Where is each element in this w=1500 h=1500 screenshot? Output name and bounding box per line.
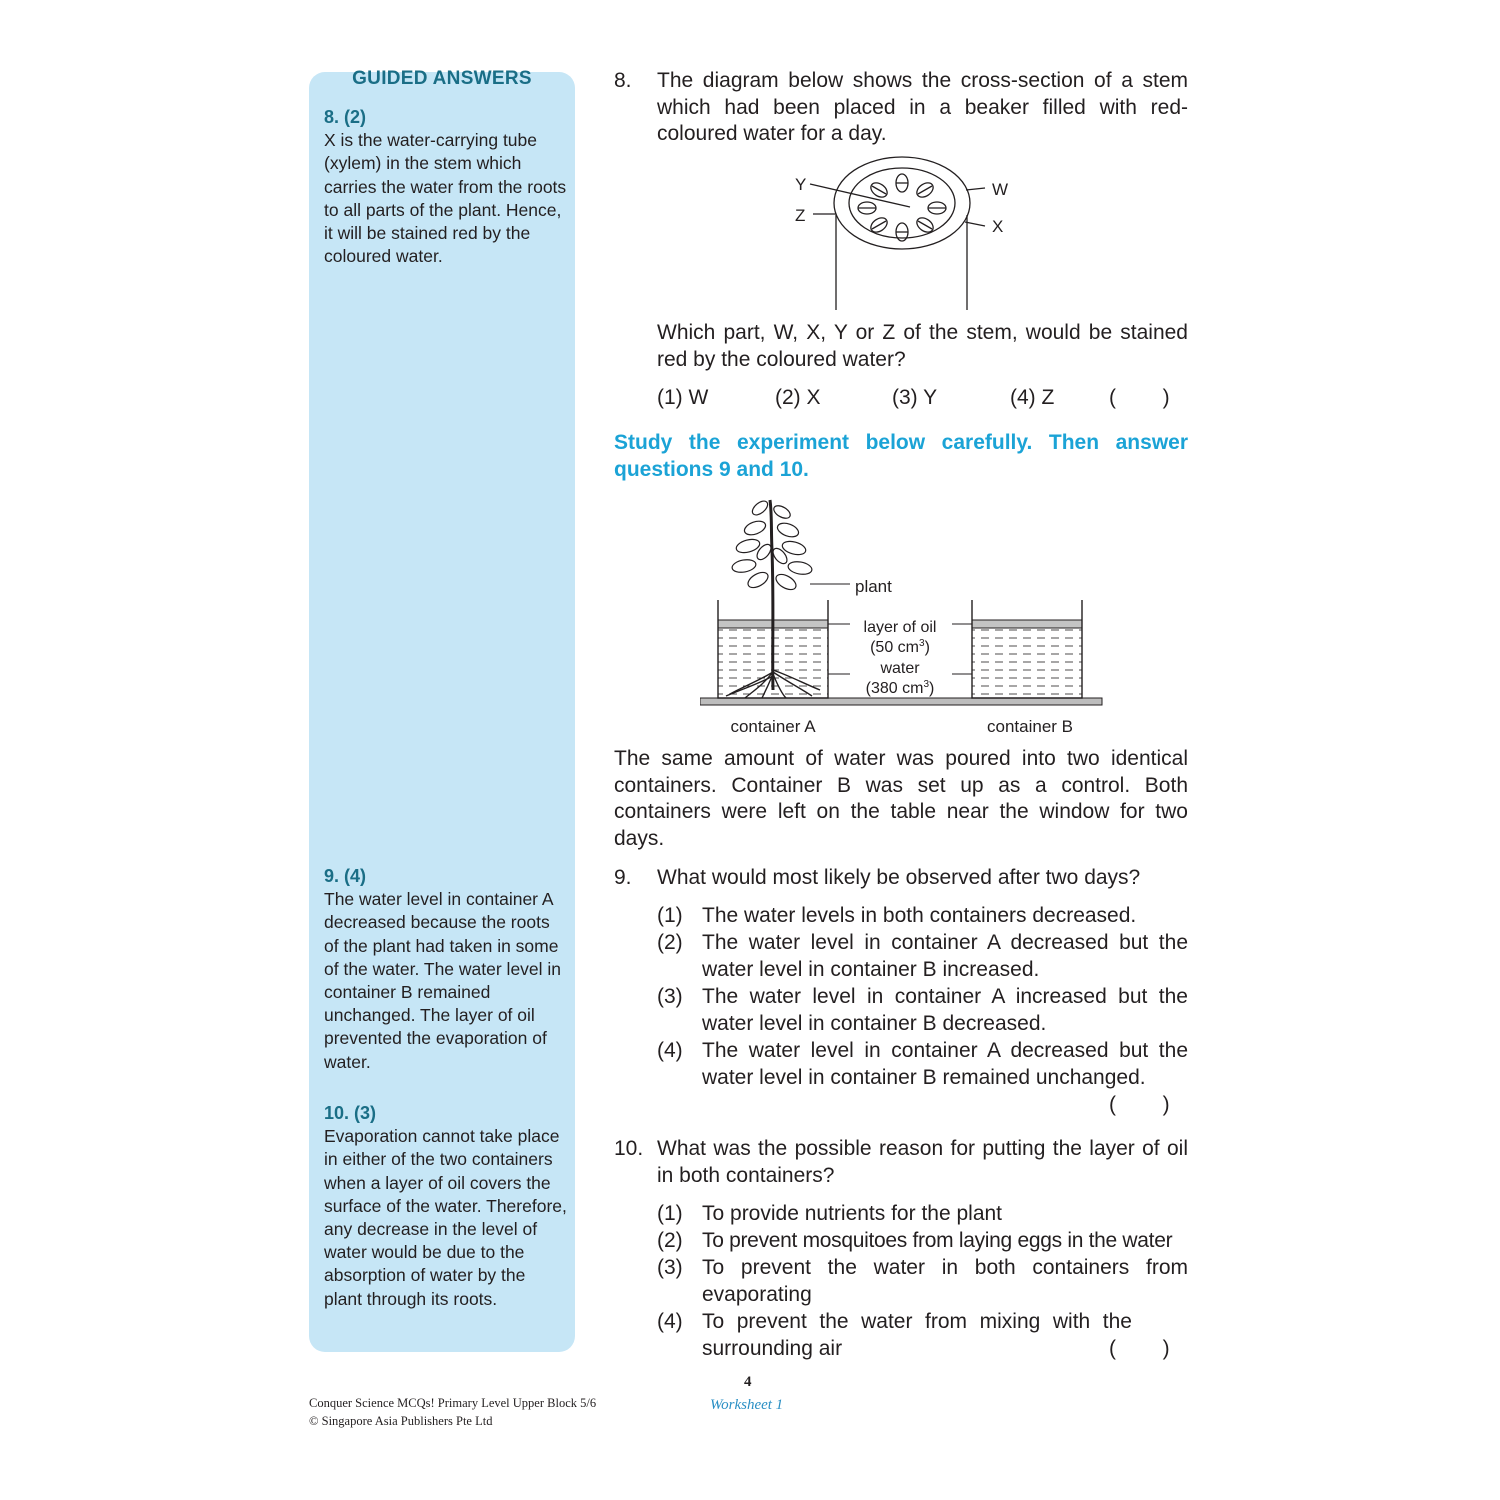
question-8-options (657, 385, 1188, 412)
option-text: The water level in container A increased but the water level in container B decreased. (702, 985, 1188, 1035)
worksheet-label: Worksheet 1 (710, 1397, 784, 1413)
label-w: W (992, 180, 1009, 199)
question-10-text: What was the possible reason for putting the layer of oil in both containers? (657, 1137, 1188, 1187)
label-y: Y (795, 175, 807, 194)
guided-answers-title: GUIDED ANSWERS (352, 68, 532, 89)
oil-volume: (50 $cm^3$) (870, 638, 930, 656)
q9-answer-bracket: ( ) (1109, 1093, 1170, 1116)
option-number: (4) (657, 1310, 683, 1333)
option-1: (1) W (657, 386, 709, 409)
option-3: (3) Y (892, 386, 938, 409)
option-number: (3) (657, 985, 683, 1008)
option-text: To prevent the water from mixing with the surrounding air (702, 1310, 1132, 1360)
plant-label: plant (855, 577, 892, 596)
q10-answer-bracket: ( ) (1109, 1337, 1170, 1360)
experiment-description: The same amount of water was poured into two identical containers. Container B was set up as a control. Both containers were left on the table near the window for two days. (614, 747, 1188, 850)
instruction-text: Study the experiment below carefully. Then answer questions 9 and 10. (614, 431, 1188, 481)
question-8-number: 8. (614, 69, 632, 92)
label-x: X (992, 217, 1004, 236)
question-9-text: What would most likely be observed after two days? (657, 866, 1141, 889)
water-label: water (880, 660, 920, 677)
option-number: (1) (657, 1202, 683, 1225)
option-number: (2) (657, 931, 683, 954)
answer-9 (324, 865, 568, 1074)
answer-text: Evaporation cannot take place in either of the two containers when a layer of oil covers the surface of the water. Therefore, any decrease in the level of water would be due to the absorption of water by the plant through its roots. (324, 1126, 567, 1309)
answer-heading: 10. (3) (324, 1103, 377, 1123)
option-number: (2) (657, 1229, 683, 1252)
footer-book-title: Conquer Science MCQs! Primary Level Upper Block 5/6 (309, 1396, 597, 1410)
experiment-diagram (700, 490, 1110, 740)
answer-heading: 9. (4) (324, 866, 367, 886)
option-4: (4) Z (1010, 386, 1055, 409)
q10-option-1 (657, 1201, 1188, 1228)
question-9-number: 9. (614, 866, 632, 889)
option-text: The water level in container A decreased but the water level in container B increased. (702, 931, 1188, 981)
option-text: To prevent mosquitoes from laying eggs in the water (702, 1229, 1173, 1252)
question-8-text: The diagram below shows the cross-section of a stem which had been placed in a beaker filled with red-coloured water for a day. (657, 69, 1188, 145)
answer-bracket: ( ) (1109, 386, 1170, 409)
option-text: To prevent the water in both containers from evaporating (702, 1256, 1188, 1306)
q9-option-4 (657, 1038, 1188, 1092)
question-10-number: 10. (614, 1137, 644, 1160)
q9-option-1 (657, 903, 1188, 930)
answer-text: The water level in container A decreased because the roots of the plant had taken in some of the water. The water level in container B remained unchanged. The layer of oil prevented the evaporation of water. (324, 889, 562, 1072)
footer-copyright: © Singapore Asia Publishers Pte Ltd (309, 1414, 493, 1428)
answer-heading: 8. (2) (324, 107, 367, 127)
stem-cross-section-diagram (780, 150, 1040, 315)
q9-option-2 (657, 930, 1188, 984)
option-number: (4) (657, 1039, 683, 1062)
answer-text: X is the water-carrying tube (xylem) in the stem which carries the water from the roots to all parts of the plant. Hence, it will be stained red by the coloured water. (324, 130, 567, 267)
q10-option-2 (657, 1228, 1188, 1255)
option-text: The water levels in both containers decreased. (702, 904, 1137, 927)
page-number: 4 (744, 1374, 752, 1390)
label-z: Z (795, 206, 806, 225)
oil-label: layer of oil (863, 619, 937, 636)
q10-option-3 (657, 1255, 1188, 1309)
container-a-label: container A (730, 717, 816, 736)
water-volume: (380 $cm^3$) (865, 679, 935, 697)
option-number: (1) (657, 904, 683, 927)
answer-10 (324, 1102, 568, 1311)
option-text: The water level in container A decreased but the water level in container B remained unchanged. (702, 1039, 1188, 1089)
answer-8 (324, 106, 568, 268)
question-8-prompt: Which part, W, X, Y or Z of the stem, would be stained red by the coloured water? (657, 321, 1188, 371)
option-number: (3) (657, 1256, 683, 1279)
option-text: To provide nutrients for the plant (702, 1202, 1003, 1225)
option-2: (2) X (775, 386, 821, 409)
q9-option-3 (657, 984, 1188, 1038)
container-b-label: container B (987, 717, 1073, 736)
